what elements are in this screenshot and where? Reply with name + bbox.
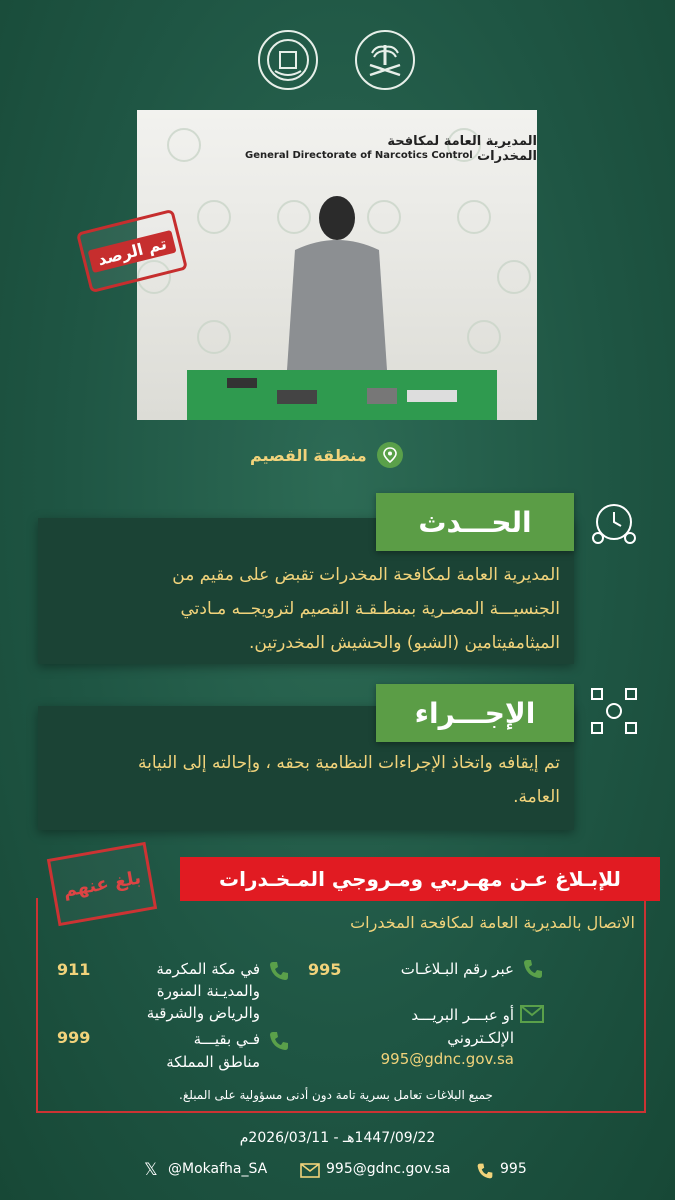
- report-email-link[interactable]: 995@gdnc.gov.sa: [380, 1050, 514, 1068]
- hotline-number[interactable]: 995: [308, 960, 342, 979]
- narcotics-control-logo: [258, 30, 318, 90]
- event-line-2: الجنسيـــة المصـرية بمنطـقـة القصيم لترويجــه مـادتي: [180, 599, 560, 619]
- footer-date: 1447/09/22هـ - 2026/03/11م: [239, 1130, 436, 1146]
- email-envelope-icon: [520, 1005, 544, 1023]
- action-title: الإجـــراء: [376, 684, 574, 742]
- monitored-stamp-text: تم الرصد: [87, 229, 176, 272]
- footer-contacts: [140, 1160, 540, 1182]
- mecca-phone-icon: [268, 960, 290, 982]
- email-label-1: أو عبـــر البريـــد: [411, 1006, 514, 1024]
- email-label-2: الإلكـتروني: [447, 1029, 514, 1047]
- action-line-1: تم إيقافه واتخاذ الإجراءات النظامية بحقه ، وإحالته إلى النيابة: [137, 753, 560, 773]
- footer-phone[interactable]: 995: [500, 1161, 527, 1177]
- event-title: الحـــدث: [376, 493, 574, 551]
- x-twitter-icon: 𝕏: [144, 1160, 158, 1180]
- footer-phone-icon: [476, 1162, 494, 1180]
- location-row: [250, 440, 403, 470]
- mecca-number[interactable]: 911: [57, 960, 91, 979]
- action-line-2: العامة.: [513, 787, 560, 807]
- mecca-label-1: في مكة المكرمة: [156, 960, 260, 978]
- location-pin-icon: [377, 442, 403, 468]
- other-regions-label-1: فـي بقيـــة: [193, 1030, 260, 1048]
- evidence-table: [187, 370, 497, 420]
- report-title: للإبـلاغ عـن مهـربي ومـروجي المـخـدرات: [180, 857, 660, 901]
- mecca-label-3: والرياض والشرقية: [146, 1004, 260, 1022]
- event-line-3: الميثامفيتامين (الشبو) والحشيش المخدرتين.: [248, 633, 560, 653]
- other-regions-label-2: مناطق المملكة: [166, 1053, 260, 1071]
- hotline-label: عبر رقم البـلاغـات: [400, 960, 514, 978]
- saudi-emblem-logo: [355, 30, 415, 90]
- report-subtitle: الاتصال بالمديرية العامة لمكافحة المخدرات: [350, 913, 635, 932]
- confidentiality-note: جميع البلاغات تعامل بسرية تامة دون أدنى مسؤولية على المبلغ.: [179, 1088, 493, 1102]
- photo-banner-english: General Directorate of Narcotics Control: [245, 150, 473, 161]
- event-clock-gear-icon: [588, 498, 640, 550]
- other-regions-phone-icon: [268, 1030, 290, 1052]
- action-process-icon: [588, 685, 640, 737]
- report-stamp-text: بلغ عنهم: [61, 866, 143, 902]
- hotline-phone-icon: [522, 958, 544, 980]
- arrest-photo: [137, 110, 537, 420]
- palm-swords-icon: [362, 37, 408, 83]
- suspect-figure: [277, 190, 397, 380]
- other-regions-number[interactable]: 999: [57, 1028, 91, 1047]
- photo-banner-arabic: المديرية العامة لمكافحة المخدرات: [387, 134, 537, 164]
- footer-email-icon: [300, 1163, 320, 1178]
- footer-twitter-handle[interactable]: @Mokafha_SA: [168, 1161, 268, 1177]
- narcotics-emblem-icon: [265, 37, 311, 83]
- event-line-1: المديرية العامة لمكافحة المخدرات تقبض على مقيم من: [172, 565, 560, 585]
- location-label: منطقة القصيم: [250, 445, 367, 465]
- mecca-label-2: والمديـنة المنورة: [156, 982, 260, 1000]
- footer-email[interactable]: 995@gdnc.gov.sa: [326, 1161, 451, 1177]
